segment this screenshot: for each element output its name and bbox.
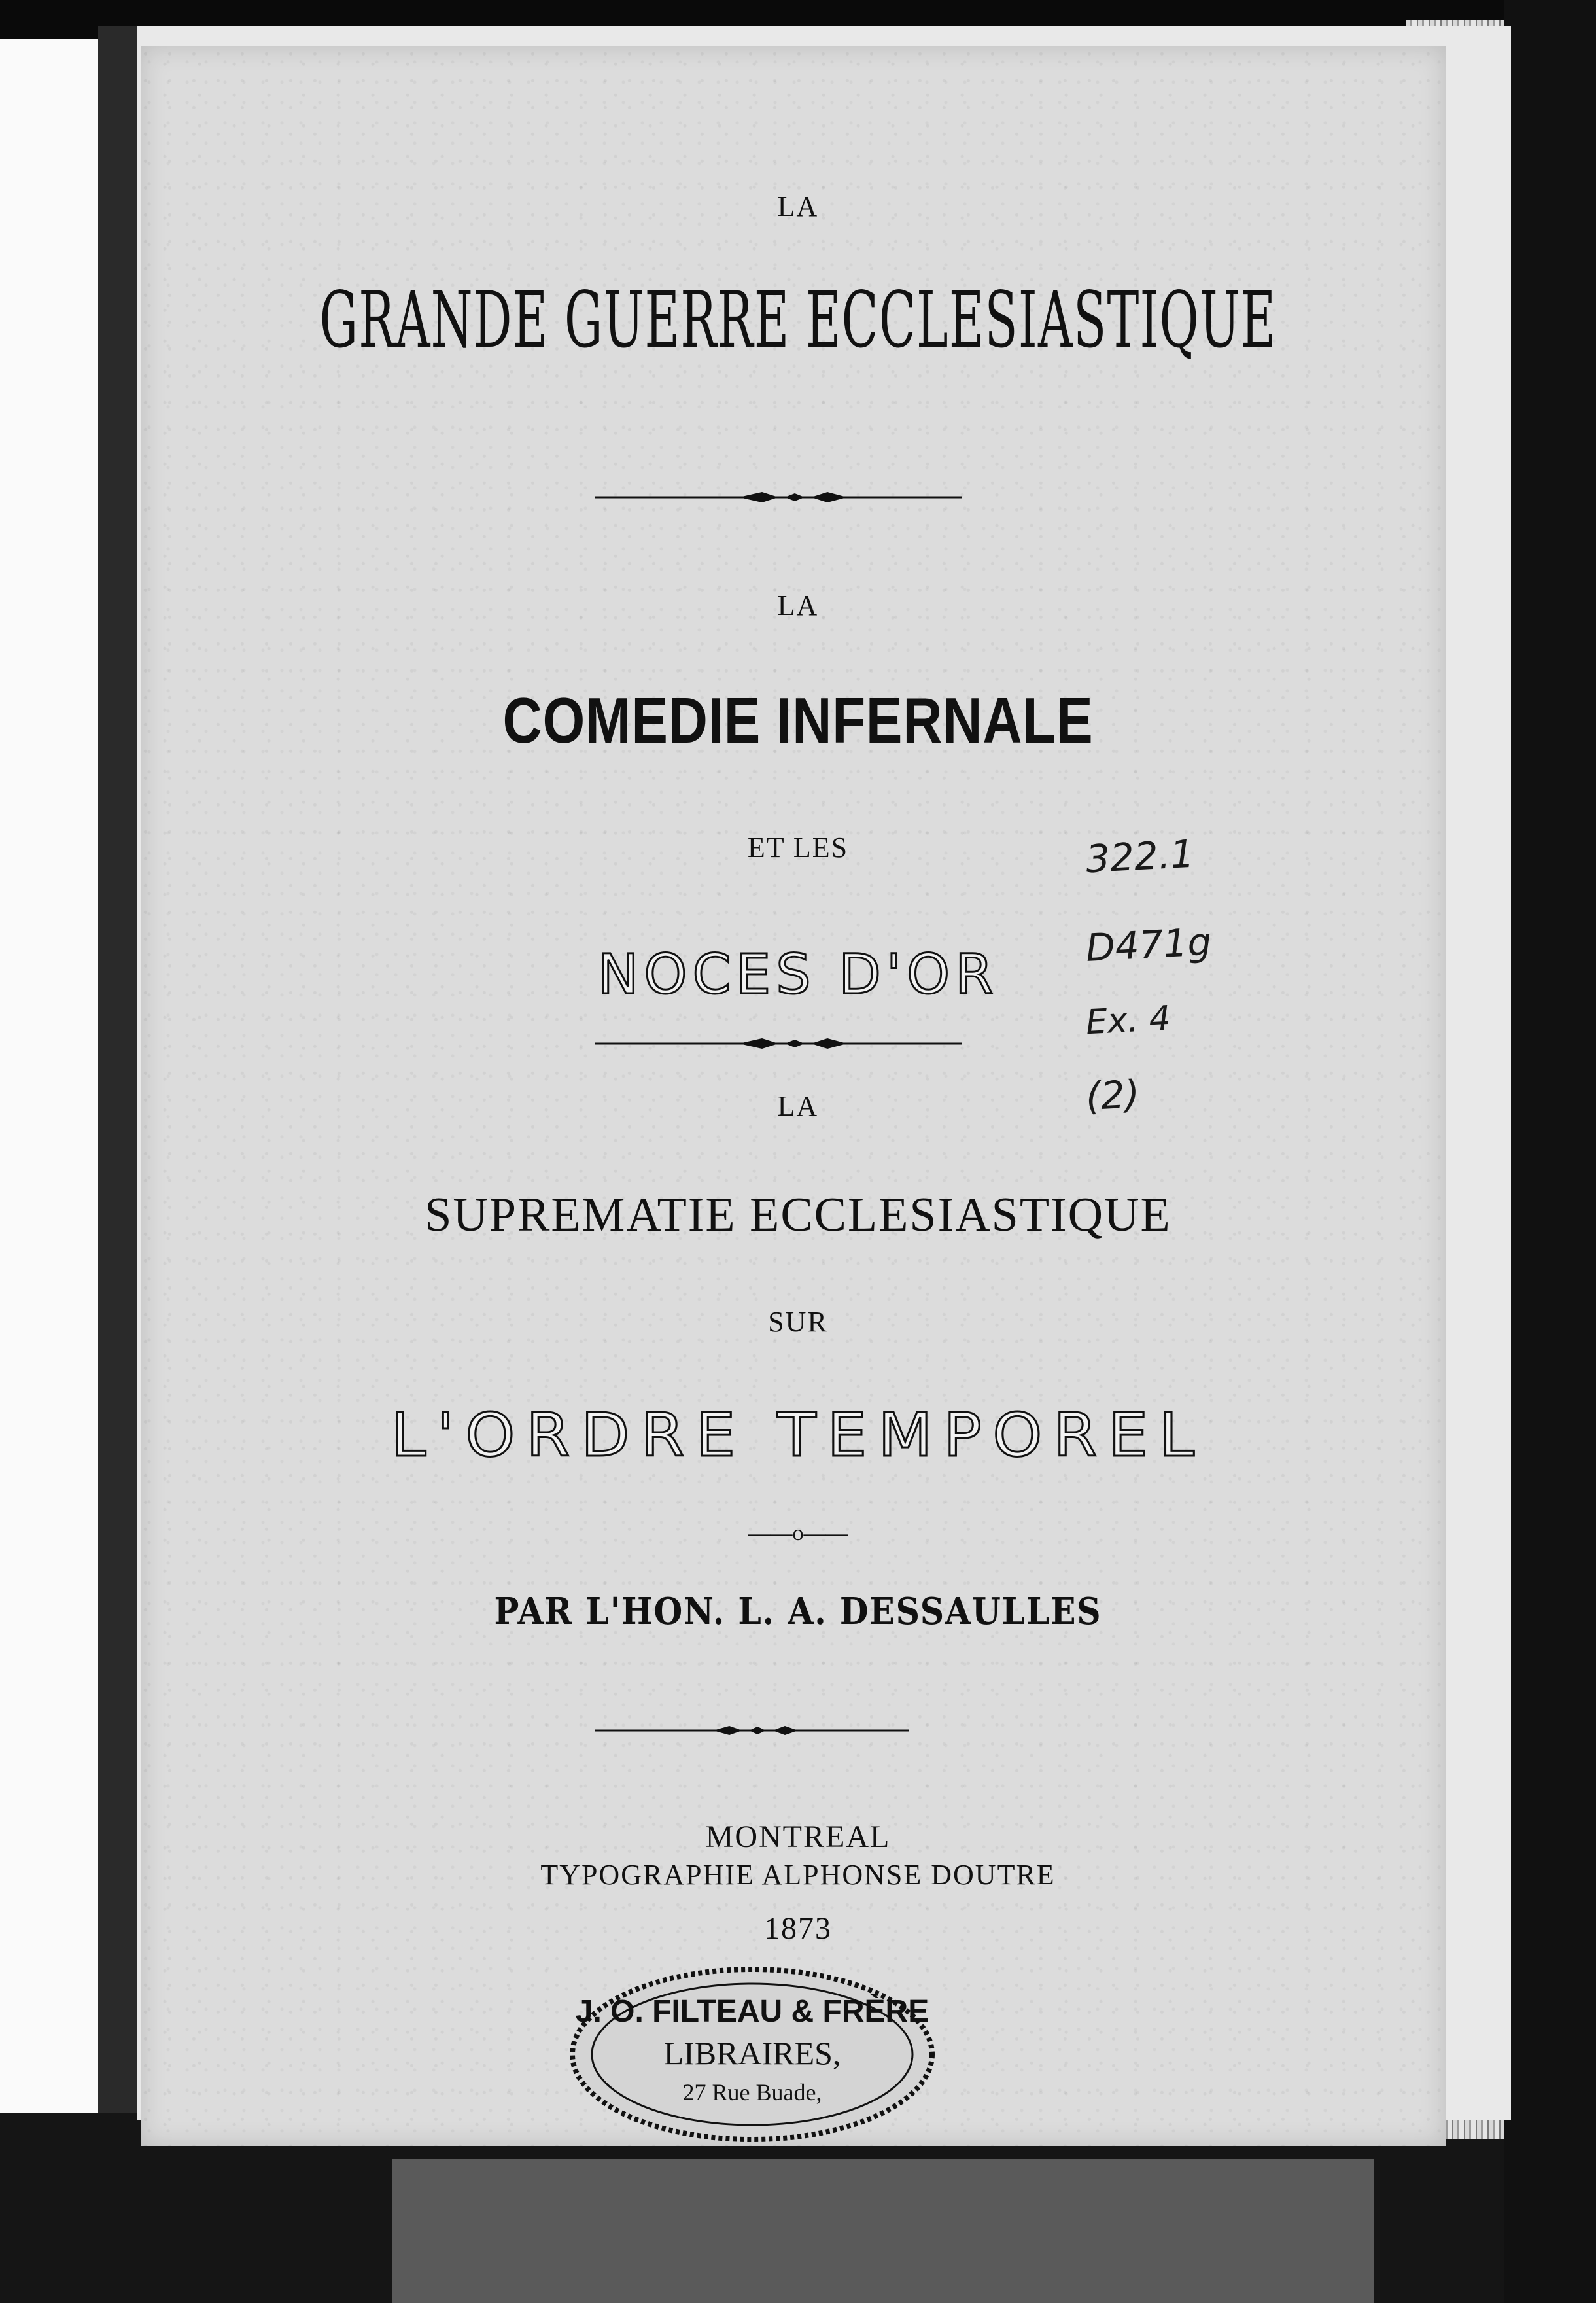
binding-board-bottom-highlight xyxy=(392,2159,1374,2303)
binding-board-left xyxy=(98,26,137,2224)
imprint-city: MONTREAL xyxy=(705,1820,891,1854)
call-number-line-2: D471g xyxy=(1084,919,1213,970)
small-rule-o: ——o—— xyxy=(748,1521,848,1545)
ornamental-rule-3 xyxy=(589,1721,916,1740)
title-noces-dor: NOCES D'OR xyxy=(597,942,999,1006)
call-number-line-3: Ex. 4 xyxy=(1084,998,1172,1043)
author-line: PAR L'HON. L. A. DESSAULLES xyxy=(494,1590,1102,1633)
bookseller-stamp xyxy=(563,1950,942,2146)
article-la-2: LA xyxy=(777,589,819,622)
call-number-line-4: (2) xyxy=(1084,1071,1141,1119)
article-la-1: LA xyxy=(777,190,819,222)
title-lordre-temporel: L'ORDRE TEMPOREL xyxy=(390,1400,1206,1470)
preposition-sur: SUR xyxy=(768,1306,828,1338)
article-la-3: LA xyxy=(777,1090,819,1122)
title-comedie-infernale: COMEDIE INFERNALE xyxy=(502,684,1094,756)
ornamental-rule-2 xyxy=(589,1034,968,1053)
stamp-line-3: 27 Rue Buade, xyxy=(682,2079,822,2105)
imprint-printer: TYPOGRAPHIE ALPHONSE DOUTRE xyxy=(540,1859,1056,1891)
scan-right-margin xyxy=(1504,0,1596,2303)
call-number-line-1: 322.1 xyxy=(1084,831,1196,882)
stamp-line-1: J. O. FILTEAU & FRÈRE xyxy=(575,1994,929,2029)
conjunction-et-les: ET LES xyxy=(747,832,849,864)
imprint-year: 1873 xyxy=(764,1911,832,1946)
main-title: GRANDE GUERRE ECCLESIASTIQUE xyxy=(319,275,1277,365)
ornamental-rule-1 xyxy=(589,487,968,507)
title-suprematie-ecclesiastique: SUPREMATIE ECCLESIASTIQUE xyxy=(425,1188,1171,1242)
stamp-line-2: LIBRAIRES, xyxy=(663,2035,841,2071)
